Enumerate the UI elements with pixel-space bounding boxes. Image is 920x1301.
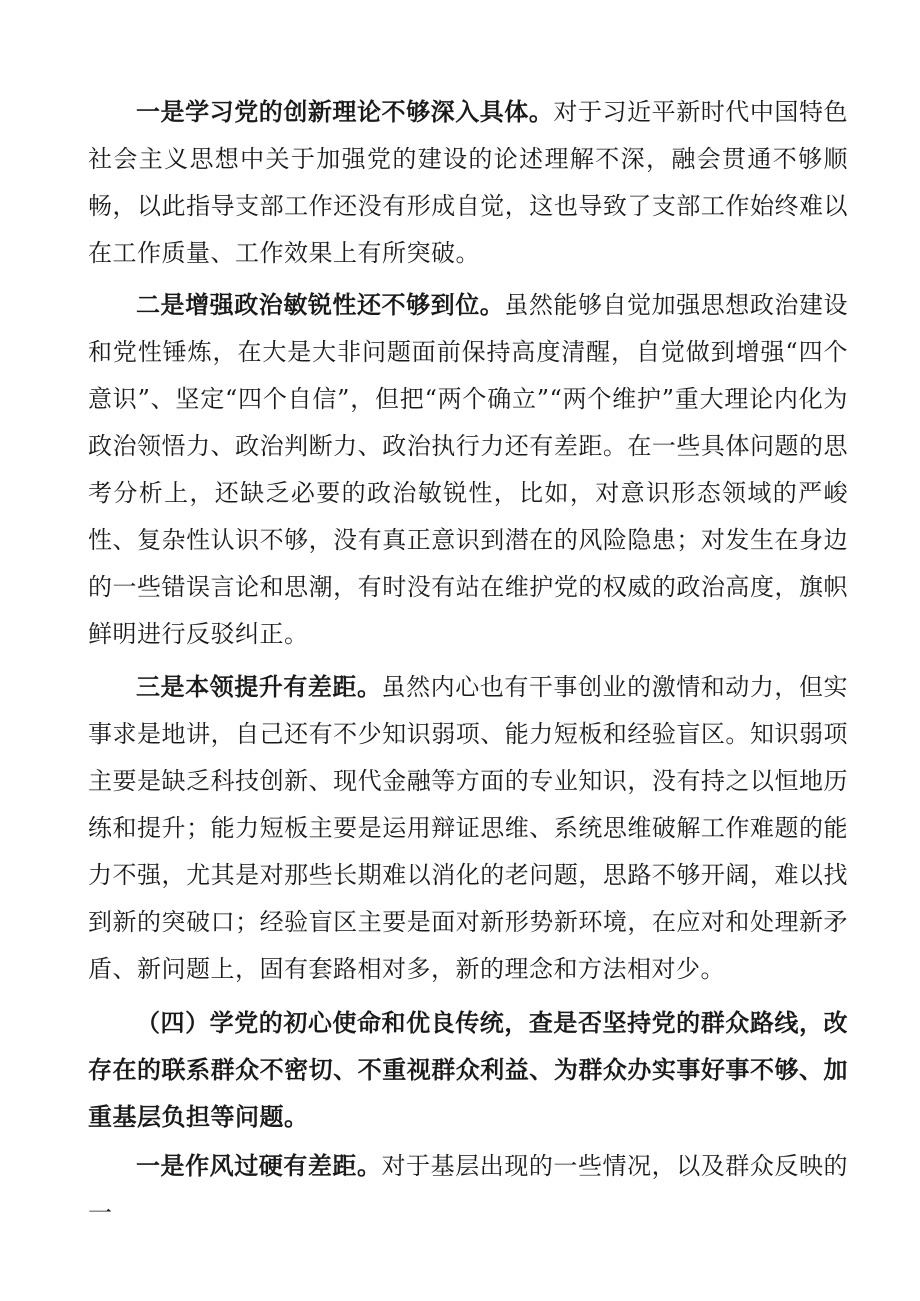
paragraph-3-body: 虽然内心也有干事创业的激情和动力，但实事求是地讲，自己还有不少知识弱项、能力短板和经验盲区。知识弱项主要是缺乏科技创新、现代金融等方面的专业知识，没有持之以恒地历练和提升；能力短板主要是运用辩证思维、系统思维破解工作难题的能力不强，尤其是对那些长期难以消化的老问题，思路不够开阔，难以找到新的突破口；经验盲区主要是面对新形势新环境，在应对和处理新矛盾、新问题上，固有套路相对多，新的理念和方法相对少。	[88, 673, 849, 983]
paragraph-4-lead: 一是作风过硬有差距。	[136, 1152, 382, 1180]
paragraph-4-body: 对于基层出现的一些情况，以及群众反映的一	[88, 1152, 849, 1227]
paragraph-2-body: 虽然能够自觉加强思想政治建设和党性锤炼，在大是大非问题面前保持高度清醒，自觉做到增强“四个意识”、坚定“四个自信”，但把“两个确立”“两个维护”重大理论内化为政治领悟力、政治判断力、政治执行力还有差距。在一些具体问题的思考分析上，还缺乏必要的政治敏锐性，比如，对意识形态领域的严峻性、复杂性认识不够，没有真正意识到潜在的风险隐患；对发生在身边的一些错误言论和思潮，有时没有站在维护党的权威的政治高度，旗帜鲜明进行反驳纠正。	[88, 291, 849, 648]
paragraph-3	[88, 664, 848, 993]
paragraph-4	[88, 1143, 848, 1237]
paragraph-2	[88, 282, 848, 658]
section-heading: （四）学党的初心使命和优良传统，查是否坚持党的群众路线，改存在的联系群众不密切、不重视群众利益、为群众办实事好事不够、加重基层负担等问题。	[88, 1009, 848, 1131]
paragraph-3-lead: 三是本领提升有差距。	[136, 673, 382, 701]
paragraph-1-body: 对于习近平新时代中国特色社会主义思想中关于加强党的建设的论述理解不深，融会贯通不够顺畅，以此指导支部工作还没有形成自觉，这也导致了支部工作始终难以在工作质量、工作效果上有所突破。	[88, 98, 849, 267]
paragraph-2-lead: 二是增强政治敏锐性还不够到位。	[136, 291, 505, 319]
paragraph-1-lead: 一是学习党的创新理论不够深入具体。	[136, 98, 554, 126]
paragraph-1	[88, 89, 848, 277]
